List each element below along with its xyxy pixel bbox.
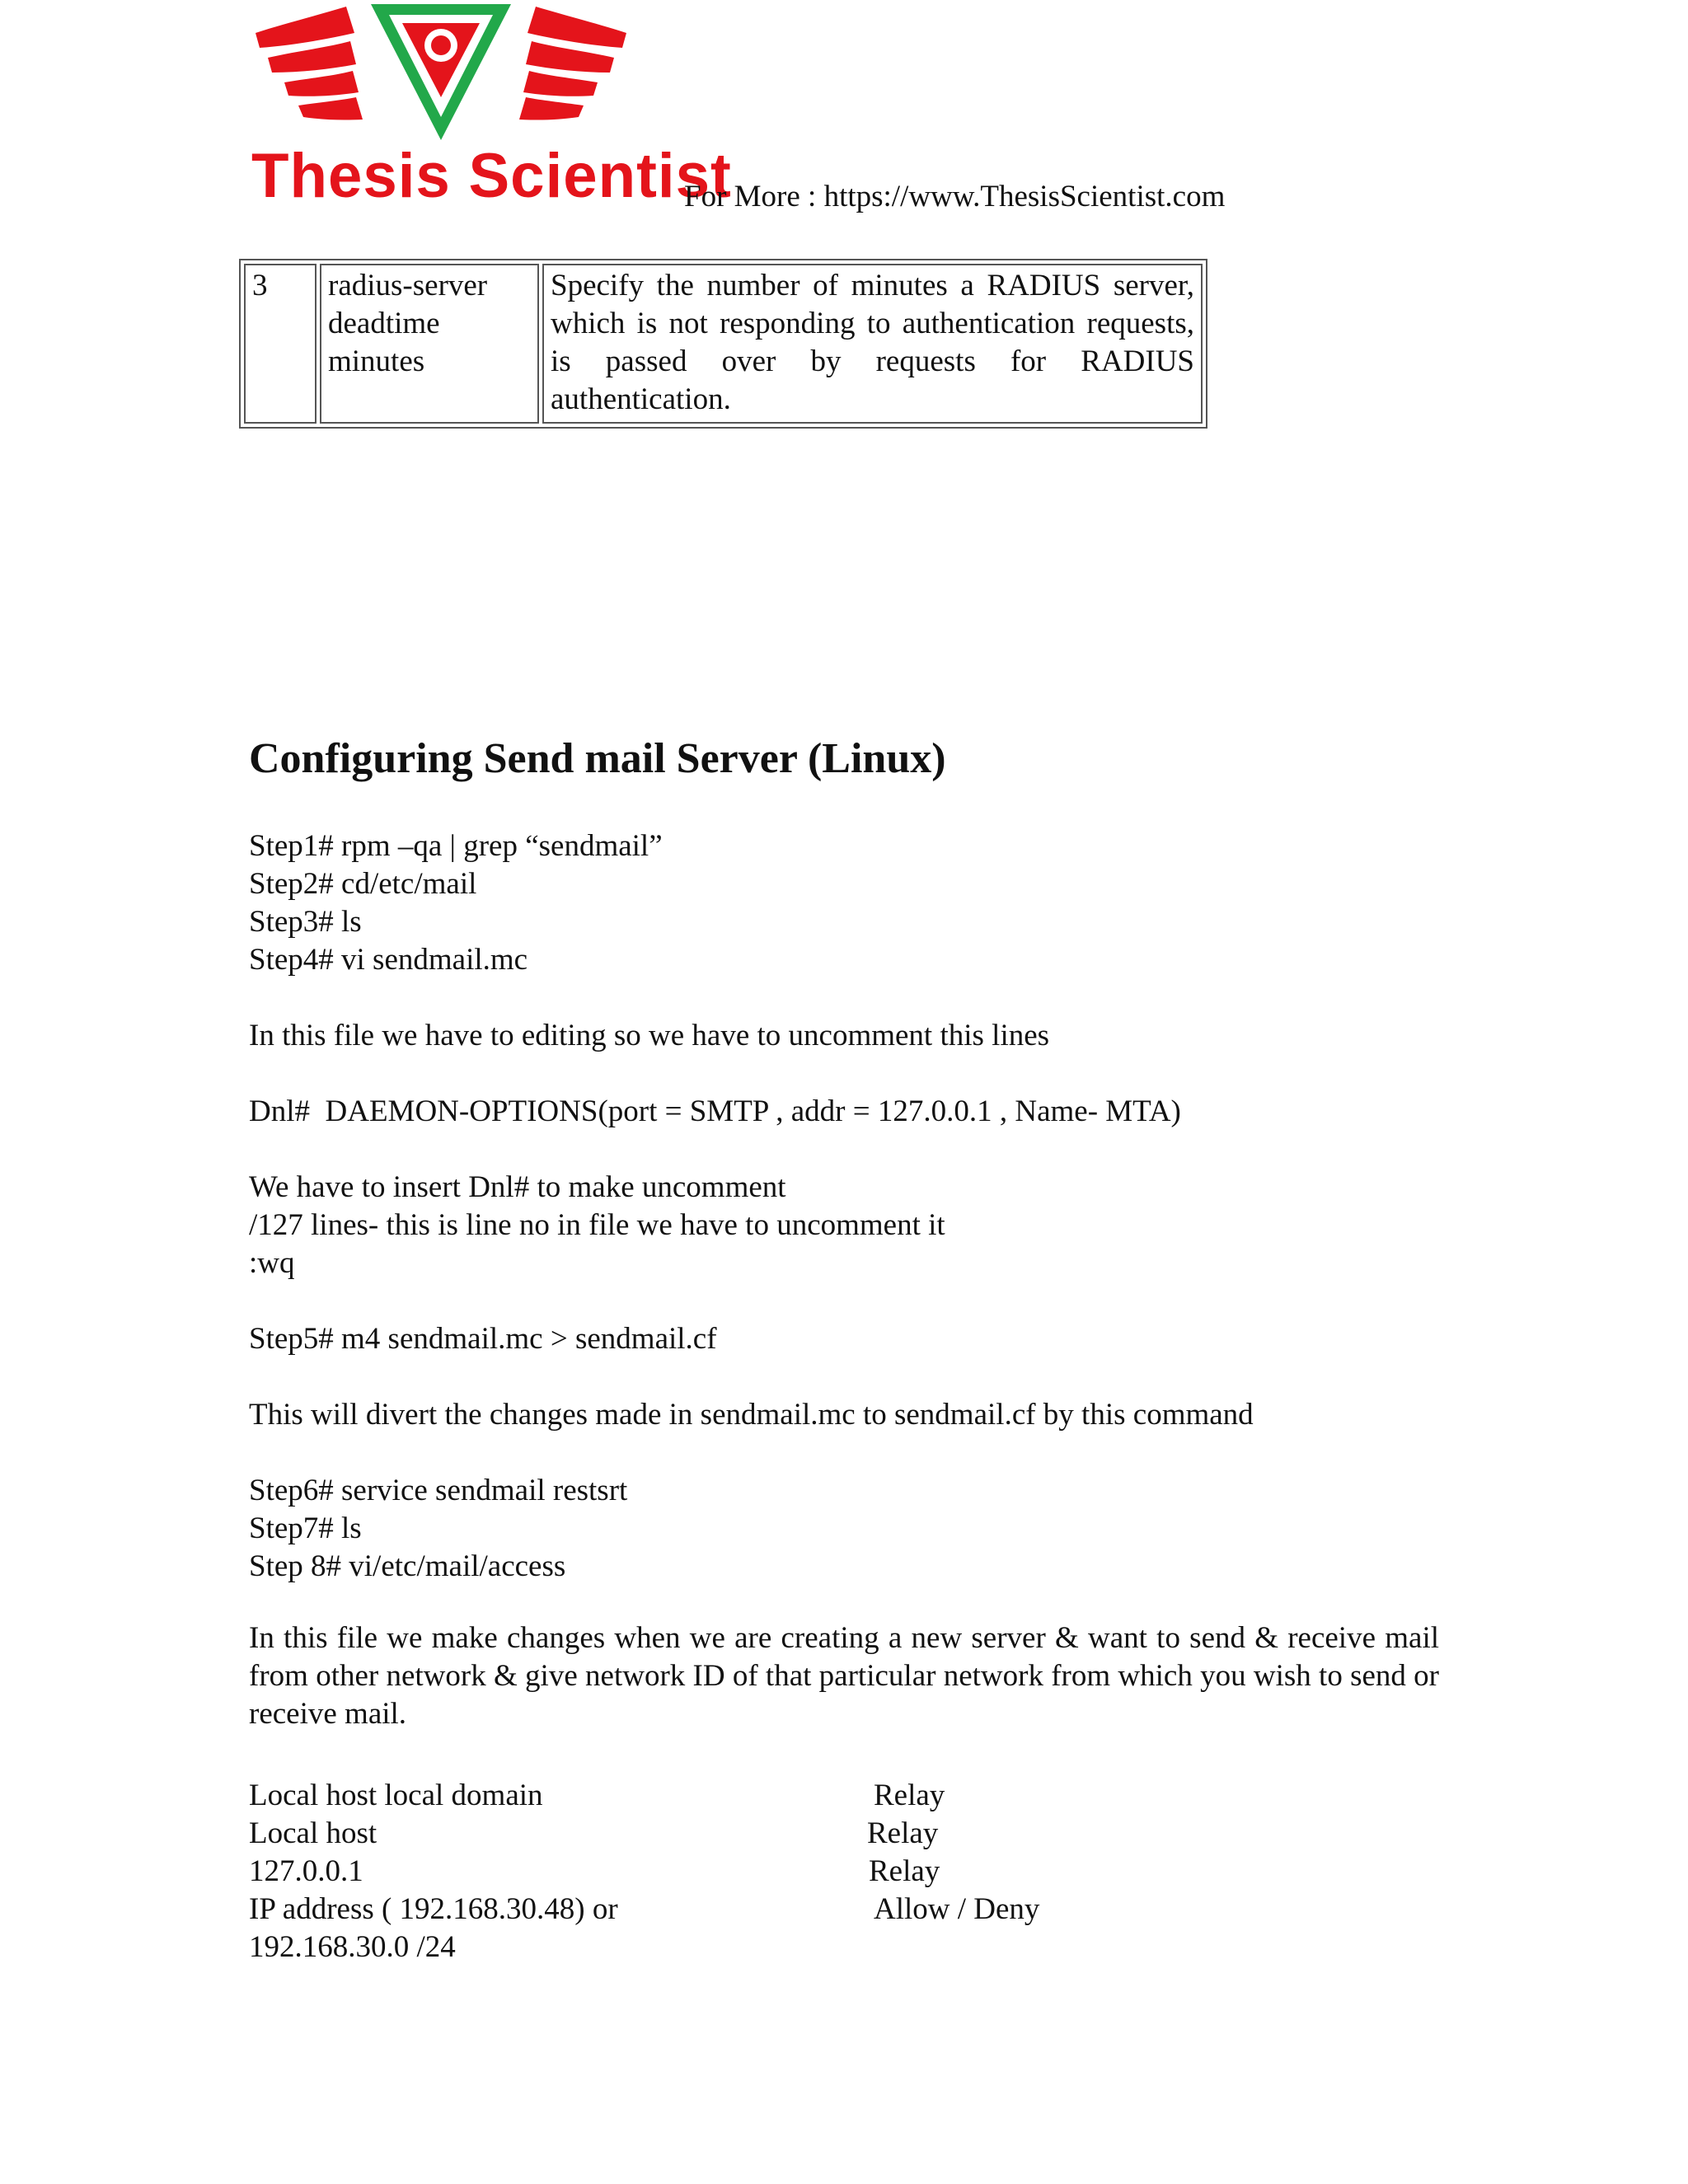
access-paragraph: In this file we make changes when we are creating a new server & want to send & receive mail from other network & give network ID of that particular network from which you wish to send or receive mail. — [249, 1621, 1439, 1731]
step-line: Step6# service sendmail restsrt — [249, 1474, 628, 1507]
website-link-text[interactable]: For More : https://www.ThesisScientist.com — [684, 180, 1226, 213]
table-row — [244, 264, 1203, 424]
description-cell: Specify the number of minutes a RADIUS server, which is not responding to authentication requests, is passed over by requests for RADIUS authentication. — [542, 264, 1203, 424]
step-line: Step2# cd/etc/mail — [249, 867, 477, 901]
section-heading: Configuring Send mail Server (Linux) — [249, 735, 946, 782]
access-host: Local host local domain — [249, 1779, 543, 1812]
access-host: 192.168.30.0 /24 — [249, 1930, 456, 1964]
step-line: Step4# vi sendmail.mc — [249, 943, 528, 977]
access-action: Allow / Deny — [874, 1892, 1040, 1926]
insert-line: :wq — [249, 1246, 295, 1280]
access-action: Relay — [869, 1854, 940, 1888]
access-action: Relay — [874, 1779, 945, 1812]
logo-wordmark: Thesis Scientist — [251, 141, 732, 211]
step-line: Step3# ls — [249, 905, 362, 939]
step-line: Step7# ls — [249, 1511, 362, 1545]
access-action: Relay — [867, 1816, 939, 1850]
insert-line: We have to insert Dnl# to make uncomment — [249, 1170, 786, 1204]
radius-command-table — [239, 259, 1207, 429]
insert-line: /127 lines- this is line no in file we have to uncomment it — [249, 1208, 945, 1242]
edit-note: In this file we have to editing so we have to uncomment this lines — [249, 1019, 1050, 1052]
command-cell: radius-server deadtime minutes — [320, 264, 539, 424]
step-line: Step1# rpm –qa | grep “sendmail” — [249, 829, 663, 863]
dnl-line: Dnl# DAEMON-OPTIONS(port = SMTP , addr = 127.0.0.1 , Name- MTA) — [249, 1094, 1181, 1128]
row-number-cell: 3 — [244, 264, 316, 424]
access-host: 127.0.0.1 — [249, 1854, 363, 1888]
divert-note: This will divert the changes made in sendmail.mc to sendmail.cf by this command — [249, 1398, 1254, 1432]
access-host: IP address ( 192.168.30.48) or — [249, 1892, 618, 1926]
access-host: Local host — [249, 1816, 377, 1850]
step-line: Step5# m4 sendmail.mc > sendmail.cf — [249, 1322, 717, 1356]
step-line: Step 8# vi/etc/mail/access — [249, 1549, 566, 1583]
